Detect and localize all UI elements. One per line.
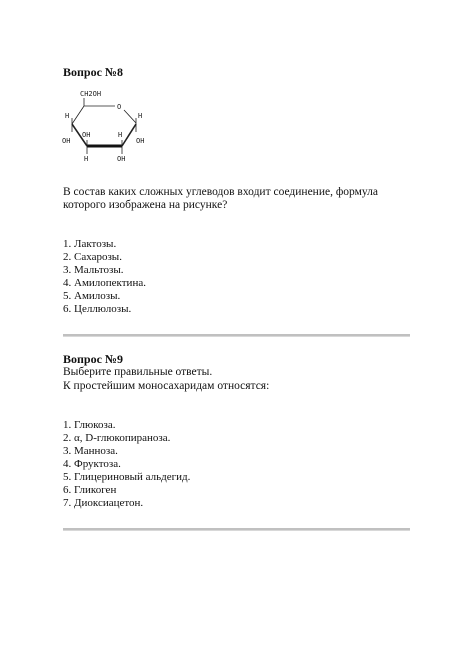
question-8-text-line-1: В состав каких сложных углеводов входит соединение, формула — [63, 186, 378, 198]
label-oh-inner: OH — [82, 131, 91, 139]
question-8-answer-2: 2. Сахарозы. — [63, 251, 122, 263]
question-9-answer-2: 2. α, D-глюкопираноза. — [63, 432, 171, 444]
question-8-answer-4: 4. Амилопектина. — [63, 277, 146, 289]
bond-o-c1 — [124, 110, 136, 123]
label-ch2oh: CH2OH — [80, 90, 102, 98]
question-8-title: Вопрос №8 — [63, 65, 123, 79]
question-8-answer-list — [63, 238, 146, 316]
question-9-answer-5: 5. Глицериновый альдегид. — [63, 471, 191, 483]
question-9-answer-list — [63, 419, 190, 510]
bond-c2-c1 — [122, 124, 136, 146]
question-9-answer-4: 4. Фруктоза. — [63, 458, 121, 470]
label-h-bottom: H — [84, 155, 89, 163]
section-separator-2 — [63, 528, 410, 531]
question-9-answer-3: 3. Манноза. — [63, 445, 118, 457]
question-8-answer-1: 1. Лактозы. — [63, 238, 117, 250]
label-ring-oxygen: O — [117, 103, 122, 111]
question-9-answer-7: 7. Диоксиацетон. — [63, 497, 144, 509]
label-h-left: H — [65, 112, 70, 120]
question-8-answer-3: 3. Мальтозы. — [63, 264, 124, 276]
question-9-text-line-1: Выберите правильные ответы. — [63, 366, 213, 378]
glucopyranose-structure-diagram — [60, 88, 160, 168]
section-separator-1 — [63, 334, 410, 337]
question-9-title: Вопрос №9 — [63, 352, 123, 366]
question-9-answer-1: 1. Глюкоза. — [63, 419, 116, 431]
label-oh-right: OH — [136, 137, 145, 145]
label-h-right: H — [138, 112, 143, 120]
label-h-inner: H — [118, 131, 123, 139]
label-oh-left: OH — [62, 137, 71, 145]
question-8-answer-5: 5. Амилозы. — [63, 290, 121, 302]
question-9-answer-6: 6. Гликоген — [63, 484, 117, 496]
label-oh-bottom: OH — [117, 155, 126, 163]
bond-c5-c4 — [72, 106, 84, 124]
question-9-text-line-2: К простейшим моносахаридам относятся: — [63, 380, 270, 392]
question-8-text-line-2: которого изображена на рисунке? — [63, 199, 228, 211]
question-8-answer-6: 6. Целлюлозы. — [63, 303, 132, 315]
